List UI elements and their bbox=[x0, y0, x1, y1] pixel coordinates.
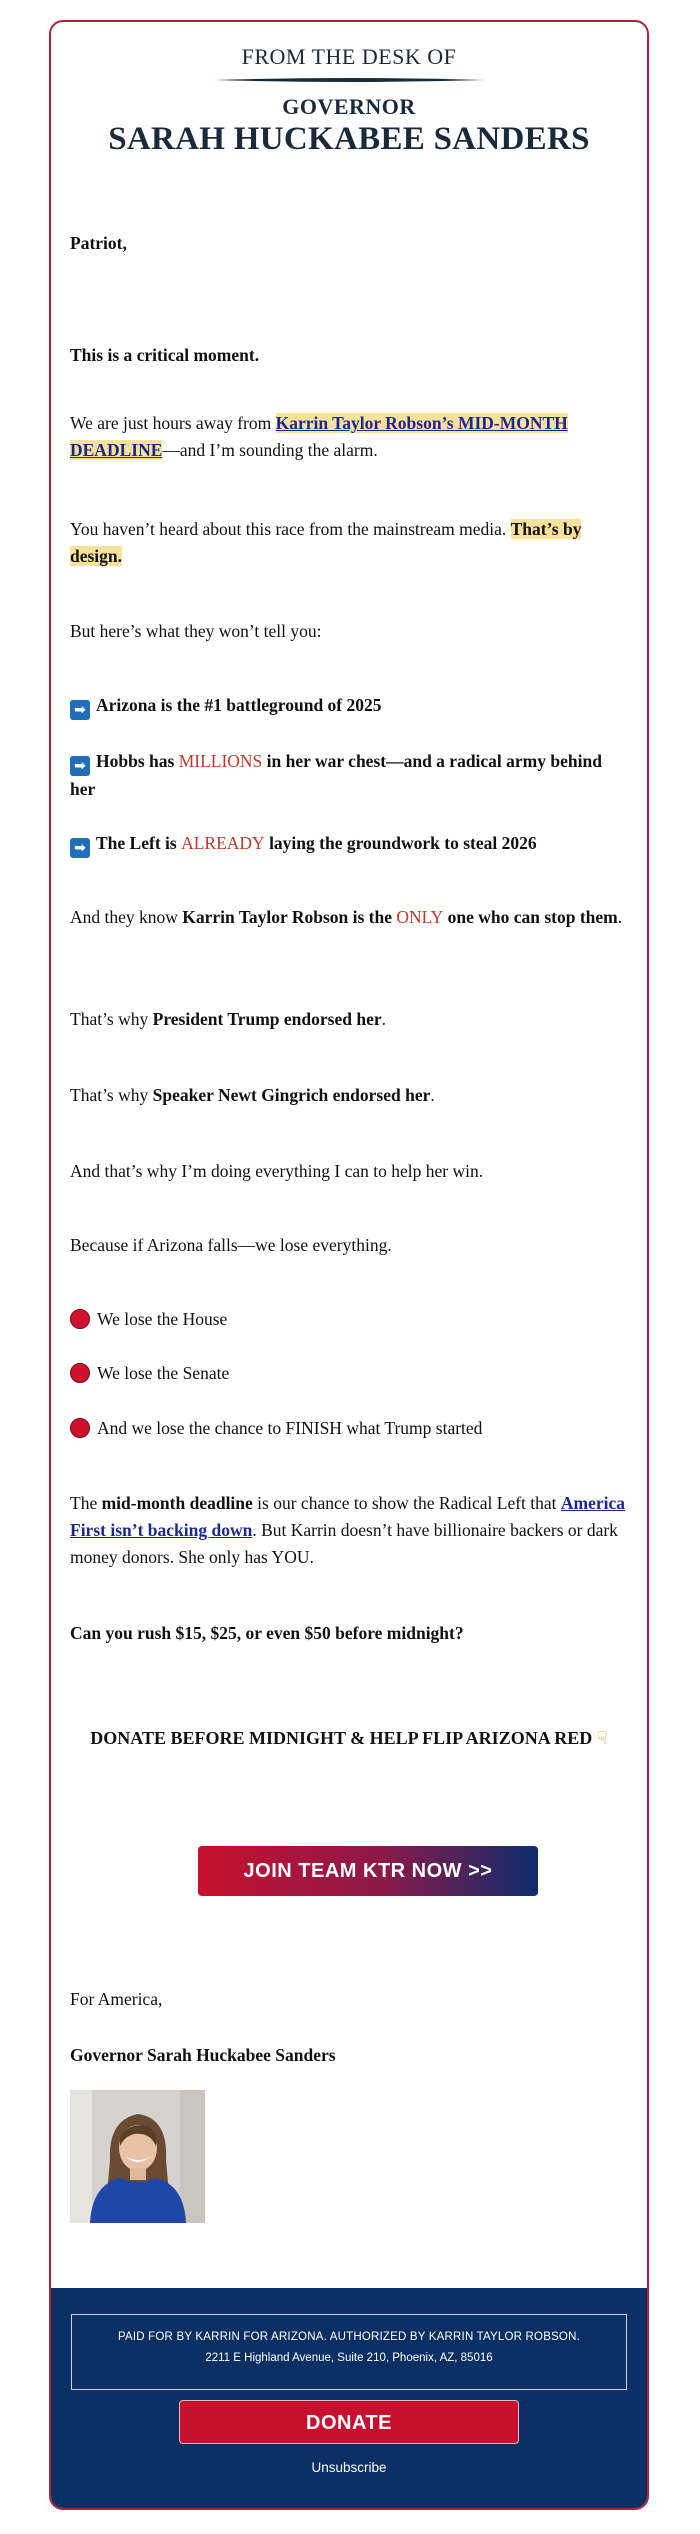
right-arrow-icon: ➡ bbox=[70, 700, 90, 720]
text: is our chance to show the Radical Left that bbox=[252, 1493, 561, 1513]
footer bbox=[51, 2288, 647, 2508]
paragraph-help: And that’s why I’m doing everything I can to help her win. bbox=[70, 1161, 484, 1181]
cta-text: DONATE BEFORE MIDNIGHT & HELP FLIP ARIZONA RED bbox=[90, 1728, 593, 1748]
paragraph-media bbox=[70, 516, 628, 570]
text: . But Karrin doesn’t have billionaire backers or dark money donors. She only has YOU. bbox=[70, 1520, 618, 1567]
paragraph-trump bbox=[70, 1006, 628, 1033]
donate-button[interactable]: DONATE bbox=[179, 2400, 519, 2444]
right-arrow-icon: ➡ bbox=[70, 838, 90, 858]
lose-text: And we lose the chance to FINISH what Trump started bbox=[97, 1418, 483, 1438]
paragraph-falls: Because if Arizona falls—we lose everything. bbox=[70, 1235, 392, 1255]
text: You haven’t heard about this race from the mainstream media. bbox=[70, 519, 511, 539]
paragraph-only bbox=[70, 904, 628, 931]
paragraph-mid-month bbox=[70, 1490, 628, 1571]
bullet-battleground bbox=[70, 692, 628, 720]
swoosh-divider bbox=[214, 77, 484, 83]
red-text: ALREADY bbox=[181, 833, 265, 853]
text: And they know bbox=[70, 907, 183, 927]
text: The bbox=[70, 1493, 102, 1513]
join-team-button[interactable]: JOIN TEAM KTR NOW >> bbox=[198, 1846, 538, 1896]
portrait-illustration bbox=[70, 2090, 205, 2223]
america-first-link[interactable]: America First isn’t backing down bbox=[70, 1493, 626, 1540]
text: We are just hours away from bbox=[70, 413, 276, 433]
email-card bbox=[49, 20, 649, 2510]
governor-name: SARAH HUCKABEE SANDERS bbox=[108, 121, 590, 157]
bullet-hobbs bbox=[70, 748, 628, 803]
bold-text: Karrin Taylor Robson is the bbox=[182, 907, 397, 927]
paragraph-deadline bbox=[70, 410, 628, 464]
governor-photo bbox=[70, 2090, 205, 2223]
text: . bbox=[381, 1009, 386, 1029]
lose-senate bbox=[70, 1360, 628, 1387]
red-text: MILLIONS bbox=[178, 751, 263, 771]
lose-text: We lose the House bbox=[97, 1309, 228, 1329]
lose-house bbox=[70, 1306, 628, 1333]
paid-for-text: PAID FOR BY KARRIN FOR ARIZONA. AUTHORIZED BY KARRIN TAYLOR ROBSON. bbox=[118, 2331, 580, 2343]
text: . bbox=[617, 907, 623, 927]
letterhead bbox=[51, 22, 647, 158]
bullet-left bbox=[70, 830, 628, 858]
bullet-text: The Left is bbox=[96, 833, 182, 853]
bullet-text: in her war chest—and a radical army behind her bbox=[70, 751, 602, 799]
greeting: Patriot, bbox=[70, 233, 127, 253]
text: That’s why bbox=[70, 1085, 153, 1105]
red-circle-icon bbox=[70, 1363, 90, 1383]
disclaimer-box bbox=[71, 2314, 627, 2390]
bold-text: President Trump endorsed her bbox=[152, 1009, 382, 1029]
text: —and I’m sounding the alarm. bbox=[162, 440, 378, 460]
red-circle-icon bbox=[70, 1418, 90, 1438]
red-text: ONLY bbox=[396, 907, 444, 927]
signoff: For America, bbox=[70, 1989, 163, 2009]
pointing-hand-icon: ☟ bbox=[596, 1728, 608, 1749]
paragraph-gingrich bbox=[70, 1082, 628, 1109]
lose-text: We lose the Senate bbox=[97, 1363, 230, 1383]
lose-chance bbox=[70, 1415, 628, 1442]
deadline-link[interactable]: Karrin Taylor Robson’s MID-MONTH DEADLINE bbox=[70, 413, 568, 460]
text: . bbox=[430, 1085, 435, 1105]
address-text: 2211 E Highland Avenue, Suite 210, Phoenix, AZ, 85016 bbox=[205, 2352, 493, 2364]
unsubscribe-link[interactable]: Unsubscribe bbox=[311, 2460, 387, 2475]
right-arrow-icon: ➡ bbox=[70, 756, 90, 776]
governor-title: GOVERNOR bbox=[282, 94, 416, 119]
text: That’s why bbox=[70, 1009, 153, 1029]
highlight-text: That’s by design. bbox=[70, 519, 582, 566]
from-the-desk: FROM THE DESK OF bbox=[241, 44, 457, 69]
bullet-text: Arizona is the #1 battleground of 2025 bbox=[96, 695, 382, 715]
signature: Governor Sarah Huckabee Sanders bbox=[70, 2045, 336, 2065]
bullet-text: Hobbs has bbox=[96, 751, 179, 771]
red-circle-icon bbox=[70, 1309, 90, 1329]
cta-headline bbox=[70, 1728, 628, 1749]
bold-text: mid-month deadline bbox=[101, 1493, 253, 1513]
bold-text: Speaker Newt Gingrich endorsed her bbox=[152, 1085, 431, 1105]
bold-text: one who can stop them bbox=[443, 907, 618, 927]
critical-moment: This is a critical moment. bbox=[70, 345, 260, 365]
bullet-text: laying the groundwork to steal 2026 bbox=[264, 833, 537, 853]
donation-ask: Can you rush $15, $25, or even $50 before midnight? bbox=[70, 1623, 464, 1643]
paragraph-wont-tell: But here’s what they won’t tell you: bbox=[70, 621, 322, 641]
